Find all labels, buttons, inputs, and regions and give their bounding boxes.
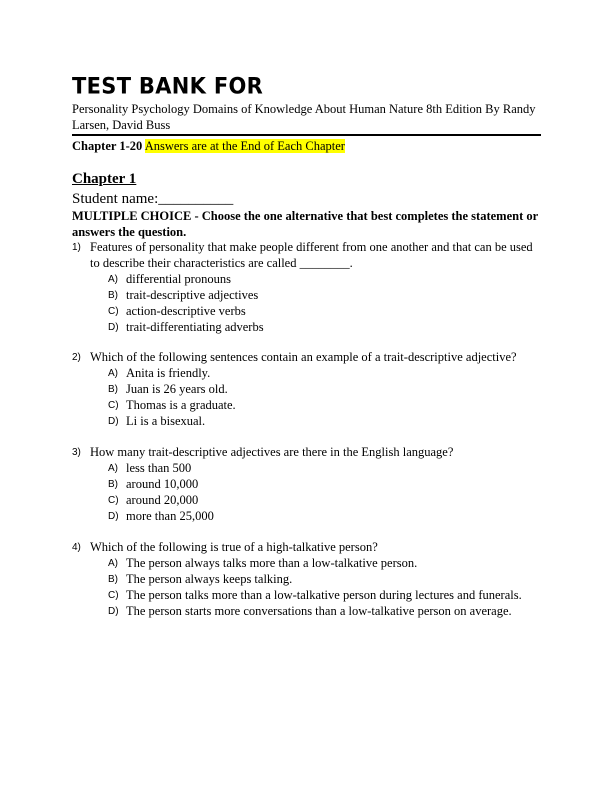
option-d [72, 603, 542, 619]
option-text: around 20,000 [126, 493, 199, 507]
option-b [72, 381, 542, 397]
option-text: The person always keeps talking. [126, 572, 293, 586]
option-d [72, 319, 542, 335]
option-letter: B) [108, 384, 118, 395]
option-letter: B) [108, 479, 118, 490]
option-letter: B) [108, 574, 118, 585]
option-letter: A) [108, 368, 118, 379]
option-text: more than 25,000 [126, 509, 214, 523]
question-text: Which of the following sentences contain an example of a trait-descriptive adjective? [90, 350, 517, 364]
option-letter: C) [108, 400, 119, 411]
option-letter: C) [108, 590, 119, 601]
option-letter: B) [108, 290, 118, 301]
answers-note: Answers are at the End of Each Chapter [144, 139, 345, 153]
instructions: MULTIPLE CHOICE - Choose the one alternative that best completes the statement or answers the question. [72, 209, 538, 239]
question-4 [72, 539, 542, 619]
option-a [72, 555, 542, 571]
question-number: 3) [72, 447, 81, 458]
option-letter: C) [108, 495, 119, 506]
option-text: trait-descriptive adjectives [126, 288, 259, 302]
question-2 [72, 349, 542, 429]
option-d [72, 413, 542, 429]
option-c [72, 303, 542, 319]
option-text: action-descriptive verbs [126, 304, 246, 318]
option-text: Thomas is a graduate. [126, 398, 236, 412]
option-letter: A) [108, 558, 118, 569]
question-text: Which of the following is true of a high-talkative person? [90, 540, 378, 554]
option-c [72, 492, 542, 508]
option-a [72, 271, 542, 287]
option-list [72, 271, 542, 335]
option-text: The person starts more conversations than a low-talkative person on average. [126, 604, 512, 618]
option-text: around 10,000 [126, 477, 199, 491]
option-b [72, 571, 542, 587]
option-text: Juan is 26 years old. [126, 382, 228, 396]
chapter-range-line [72, 138, 345, 154]
question-number: 4) [72, 542, 81, 553]
question-3 [72, 444, 542, 524]
option-a [72, 460, 542, 476]
option-a [72, 365, 542, 381]
option-letter: D) [108, 606, 119, 617]
chapter-heading: Chapter 1 [72, 171, 137, 187]
question-number: 1) [72, 242, 81, 253]
option-letter: D) [108, 322, 119, 333]
question-text: How many trait-descriptive adjectives are there in the English language? [90, 445, 454, 459]
option-b [72, 476, 542, 492]
question-text: Features of personality that make people different from one another and that can be used to describe their characteristics are called ________. [90, 240, 533, 270]
option-text: The person always talks more than a low-talkative person. [126, 556, 418, 570]
option-list [72, 365, 542, 429]
option-text: The person talks more than a low-talkative person during lectures and funerals. [126, 588, 522, 602]
option-letter: C) [108, 306, 119, 317]
option-list [72, 460, 542, 524]
option-letter: A) [108, 274, 118, 285]
option-text: Anita is friendly. [126, 366, 211, 380]
question-number: 2) [72, 352, 81, 363]
option-d [72, 508, 542, 524]
header-divider [72, 134, 541, 136]
option-text: differential pronouns [126, 272, 231, 286]
option-c [72, 587, 542, 603]
option-letter: D) [108, 416, 119, 427]
option-list [72, 555, 542, 619]
option-c [72, 397, 542, 413]
book-subtitle: Personality Psychology Domains of Knowledge About Human Nature 8th Edition By Randy Larsen, David Buss [72, 102, 536, 132]
option-text: Li is a bisexual. [126, 414, 206, 428]
option-text: less than 500 [126, 461, 192, 475]
option-letter: A) [108, 463, 118, 474]
option-text: trait-differentiating adverbs [126, 320, 264, 334]
option-b [72, 287, 542, 303]
student-name-line: Student name:__________ [72, 191, 234, 207]
chapter-range: Chapter 1-20 [72, 139, 143, 153]
document-title: TEST BANK FOR [72, 73, 264, 99]
option-letter: D) [108, 511, 119, 522]
question-1 [72, 239, 542, 335]
